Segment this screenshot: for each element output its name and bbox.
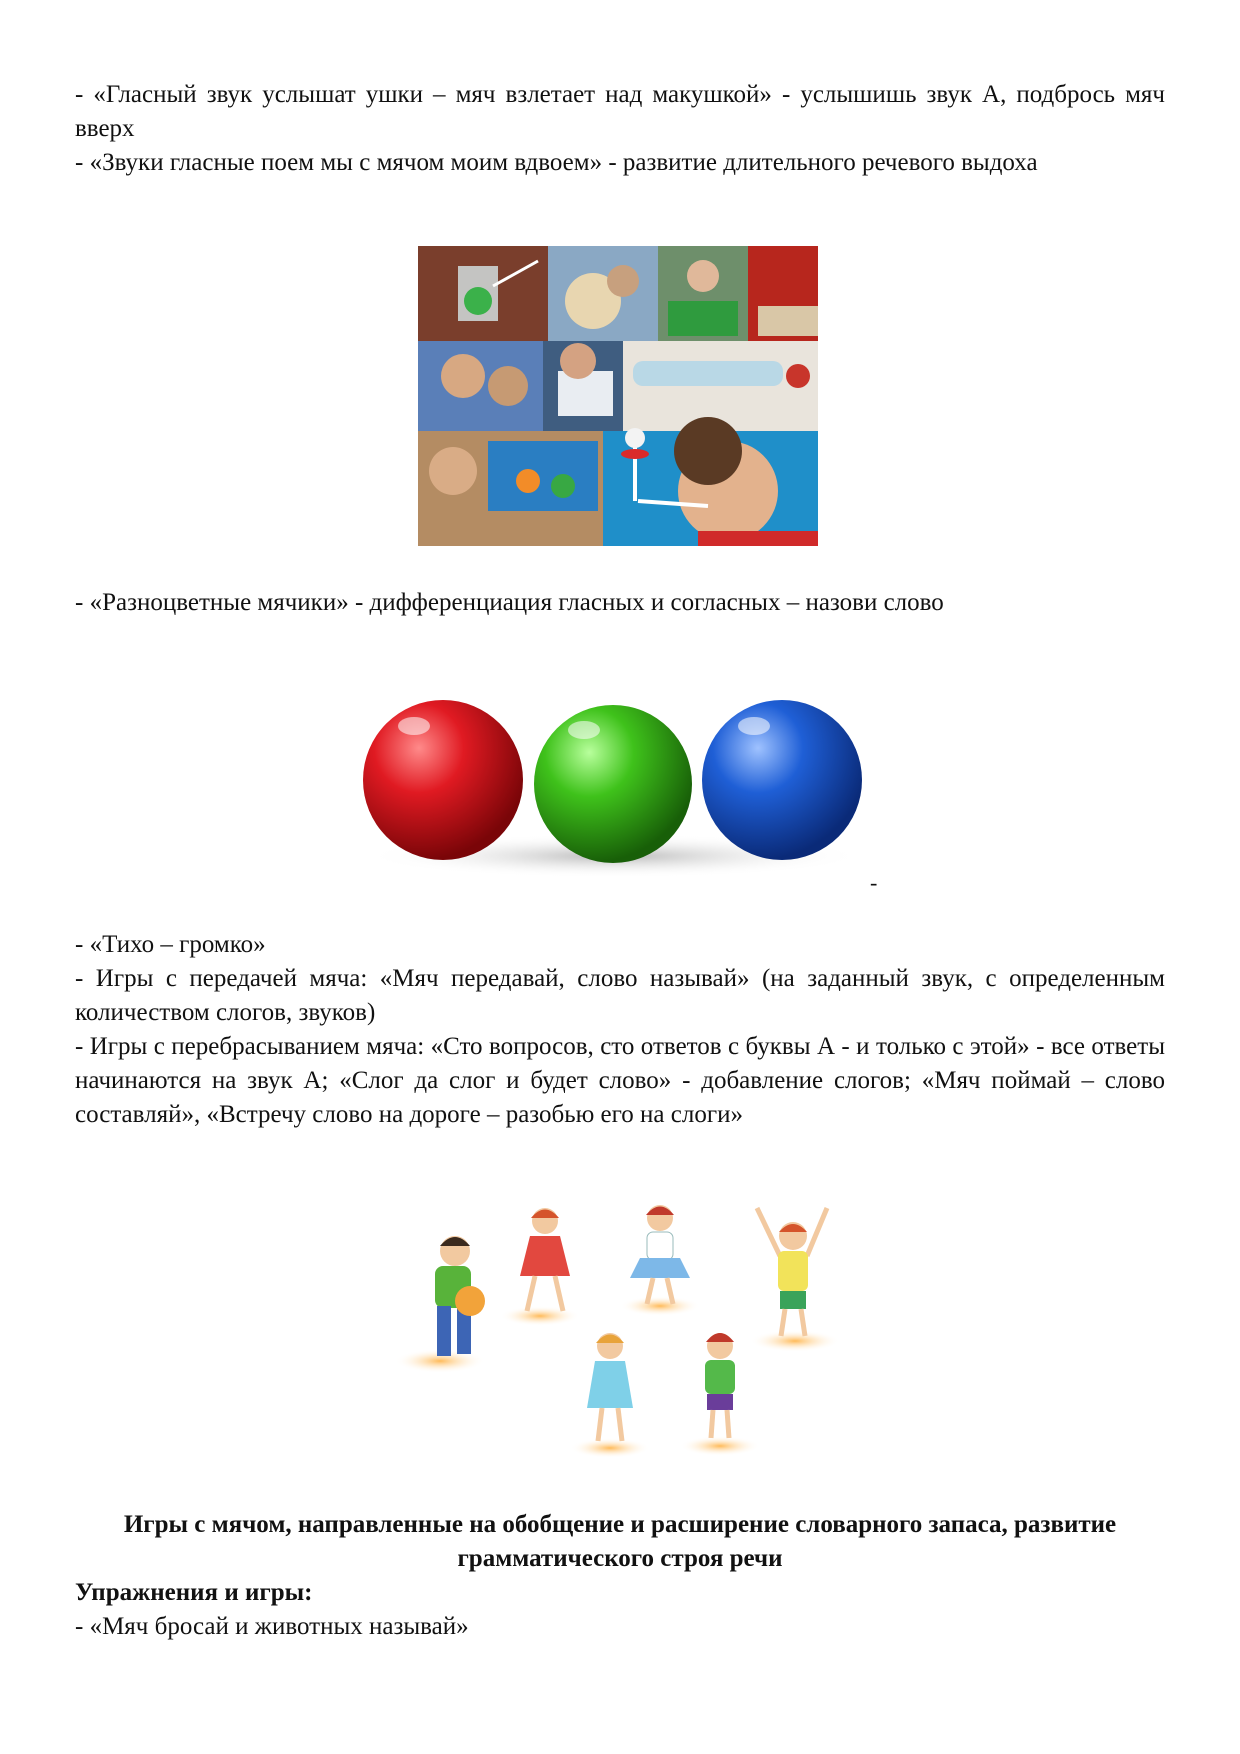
paragraph-vowels-singing: - «Звуки гласные поем мы с мячом моим вдвоем» - развитие длительного речевого выдоха bbox=[75, 149, 1038, 176]
paragraph-passing-ball-games: - Игры с передачей мяча: «Мяч передавай, слово называй» (на заданный звук, с определенным количеством слогов, звуков) bbox=[75, 965, 1165, 1026]
exercises-subheading: Упражнения и игры: bbox=[75, 1579, 313, 1606]
breathing-exercises-collage-image bbox=[418, 246, 818, 546]
paragraph-throw-ball-animals: - «Мяч бросай и животных называй» bbox=[75, 1613, 469, 1640]
paragraph-tossing-ball-games: - Игры с перебрасыванием мяча: «Сто вопросов, сто ответов с буквы А - и только с этой» - все ответы начинаются на звук А; «Слог да слог и будет слово» - добавление слогов; «Мяч поймай – слово составляй», «Встречу слово на дороге – разобью его на слоги» bbox=[75, 1033, 1165, 1128]
paragraph-vowel-sound-ball: - «Гласный звук услышат ушки – мяч взлетает над макушкой» - услышишь звук А, подбрось мяч вверх bbox=[75, 81, 1165, 142]
paragraph-colored-balls: - «Разноцветные мячики» - дифференциация гласных и согласных – назови слово bbox=[75, 589, 944, 616]
section-heading: Игры с мячом, направленные на обобщение и расширение словарного запаса, развитие грамматического строя речи bbox=[123, 1511, 1117, 1572]
stray-dash-mark: - bbox=[870, 870, 878, 895]
children-playing-ball-illustration bbox=[395, 1196, 855, 1476]
paragraph-quiet-loud: - «Тихо – громко» bbox=[75, 931, 266, 958]
colored-balls-image bbox=[362, 648, 866, 882]
